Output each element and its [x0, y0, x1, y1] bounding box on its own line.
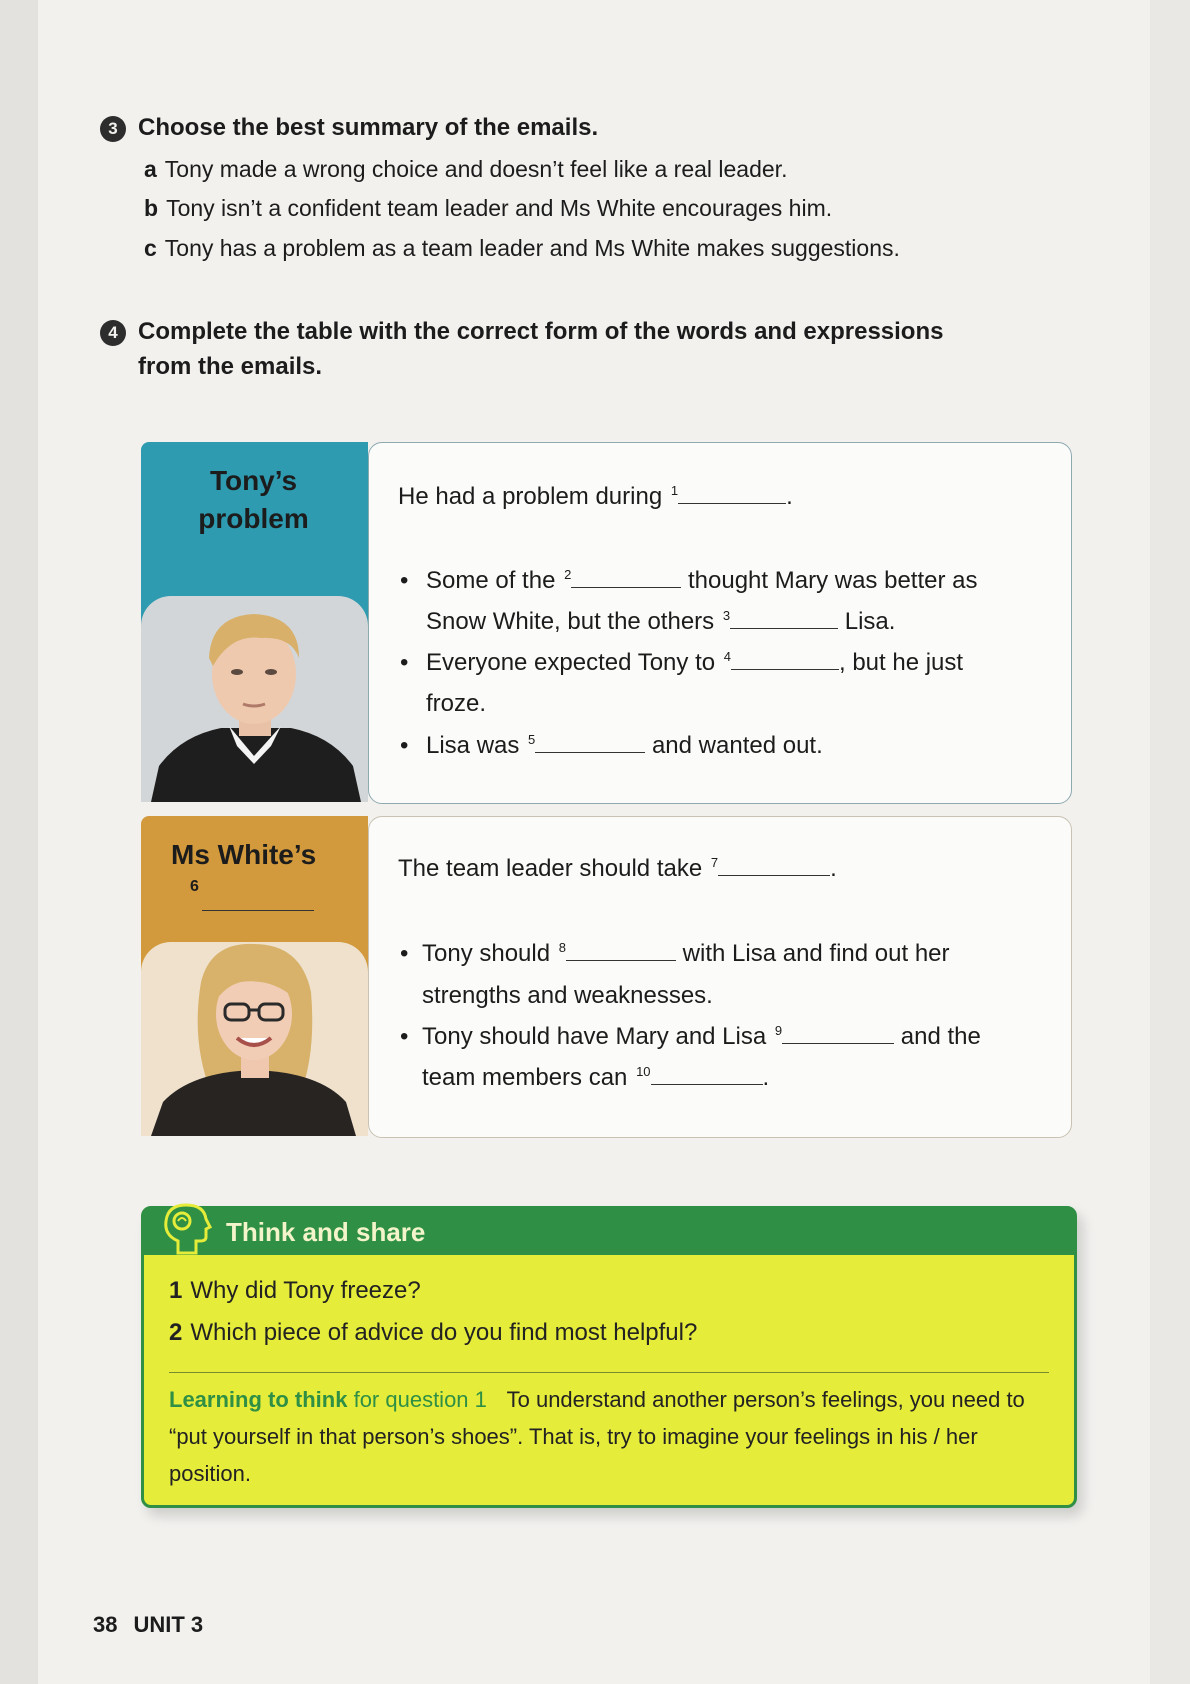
gap-9-blank[interactable]: [782, 1023, 894, 1044]
text: , but he just: [838, 649, 964, 676]
tip-for: for question 1: [353, 1387, 487, 1412]
think-and-share-title: Think and share: [226, 1217, 426, 1247]
question-text: Why did Tony freeze?: [190, 1277, 421, 1304]
text: thought Mary was better as: [688, 567, 978, 594]
exercise-number-badge: 3: [100, 116, 126, 142]
think-and-share-box: [141, 1206, 1077, 1508]
page-number: 38: [93, 1612, 118, 1637]
text: Lisa was: [426, 732, 520, 759]
think-question-2: [169, 1319, 697, 1347]
think-question-1: [169, 1277, 421, 1305]
gap-4-blank[interactable]: [731, 649, 839, 670]
tony-photo: [141, 596, 368, 802]
option-a: [144, 156, 787, 183]
gap-number: 4: [723, 649, 731, 664]
white-label-line-1: Ms White’s: [171, 839, 317, 870]
exercise-4-heading: [100, 318, 943, 388]
white-intro: [398, 855, 837, 883]
gap-number: 9: [774, 1023, 783, 1038]
unit-label: UNIT 3: [133, 1612, 204, 1637]
gap-number: 8: [558, 940, 566, 955]
gap-8-blank[interactable]: [566, 940, 676, 961]
learning-to-think-tip: [169, 1381, 1059, 1492]
tip-text: To understand another person’s feelings, you need to “put yourself in that person’s shoes”. That is, try to imagine your feelings in his / her position.: [169, 1387, 1025, 1486]
text: team members can: [422, 1064, 628, 1091]
page-edge-left: [0, 0, 38, 1684]
gap-7-blank[interactable]: [718, 855, 830, 876]
gap-number: 1: [670, 483, 679, 498]
tony-bullet-2-line-2: froze.: [426, 690, 487, 717]
exercise-3-instruction: Choose the best summary of the emails.: [138, 114, 599, 141]
tony-card-label: [141, 462, 366, 538]
white-bullet-2-line-2: [422, 1064, 769, 1092]
white-bullet-1-line-1: [422, 940, 950, 968]
page-footer: [93, 1612, 219, 1638]
text: Tony should have Mary and Lisa: [422, 1023, 767, 1050]
text: He had a problem during: [398, 483, 663, 510]
text: .: [786, 483, 793, 510]
bullet-dot: •: [400, 567, 409, 594]
exercise-4-instruction: [138, 318, 943, 388]
question-text: Which piece of advice do you find most helpful?: [190, 1319, 698, 1346]
gap-3-blank[interactable]: [730, 608, 838, 629]
text: The team leader should take: [398, 855, 703, 882]
gap-6-blank[interactable]: [202, 890, 314, 911]
instruction-line-1: Complete the table with the correct form of the words and expressions: [138, 318, 944, 345]
option-b: [144, 195, 832, 222]
divider: [169, 1372, 1049, 1373]
option-letter: c: [144, 235, 157, 261]
bullet-dot: •: [400, 940, 409, 967]
thinking-head-icon: [158, 1201, 220, 1257]
gap-number: 5: [528, 732, 536, 747]
gap-number: 10: [636, 1064, 651, 1079]
gap-2-blank[interactable]: [571, 567, 681, 588]
text: Some of the: [426, 567, 556, 594]
gap-number: 7: [710, 855, 719, 870]
tony-portrait-icon: [141, 596, 368, 802]
white-bullet-2-line-1: [422, 1023, 981, 1051]
bullet-dot: •: [400, 732, 409, 759]
option-text: Tony isn’t a confident team leader and Ms White encourages him.: [166, 195, 833, 221]
tip-label: Learning to think: [169, 1387, 348, 1412]
option-letter: a: [144, 156, 157, 182]
text: Snow White, but the others: [426, 608, 715, 635]
text: and wanted out.: [651, 732, 823, 759]
text: .: [762, 1064, 770, 1091]
gap-5-blank[interactable]: [535, 732, 645, 753]
tony-label-line-1: Tony’s: [209, 465, 298, 496]
option-text: Tony made a wrong choice and doesn’t feel like a real leader.: [164, 156, 788, 182]
exercise-3-heading: [100, 114, 598, 142]
text: Tony should: [422, 940, 551, 967]
text: and the: [900, 1023, 981, 1050]
gap-number: 2: [564, 567, 572, 582]
page-edge-right: [1150, 0, 1190, 1684]
text: with Lisa and find out her: [682, 940, 950, 967]
tony-bullet-2-line-1: [426, 649, 963, 677]
tony-label-line-2: problem: [198, 503, 309, 534]
bullet-dot: •: [400, 1023, 409, 1050]
white-card-label: [141, 836, 396, 874]
instruction-line-2: from the emails.: [138, 353, 323, 380]
exercise-number-badge: 4: [100, 320, 126, 346]
question-number: 1: [169, 1277, 183, 1304]
text: .: [830, 855, 837, 882]
ms-white-photo: [141, 942, 368, 1136]
text: Lisa.: [844, 608, 896, 635]
ms-white-portrait-icon: [141, 942, 368, 1136]
question-number: 2: [169, 1319, 183, 1346]
tony-bullet-1-line-2: [426, 608, 895, 636]
tony-intro: [398, 483, 793, 511]
gap-6-number: 6: [190, 878, 199, 895]
gap-1-blank[interactable]: [678, 483, 786, 504]
gap-number: 3: [722, 608, 731, 623]
tony-bullet-1-line-1: [426, 567, 977, 595]
option-c: [144, 235, 900, 262]
text: Everyone expected Tony to: [426, 649, 716, 676]
tony-bullet-3: [426, 732, 823, 760]
white-bullet-1-line-2: strengths and weaknesses.: [422, 982, 713, 1009]
option-text: Tony has a problem as a team leader and Ms White makes suggestions.: [164, 235, 900, 261]
bullet-dot: •: [400, 649, 409, 676]
gap-10-blank[interactable]: [651, 1064, 763, 1085]
option-letter: b: [144, 195, 159, 221]
